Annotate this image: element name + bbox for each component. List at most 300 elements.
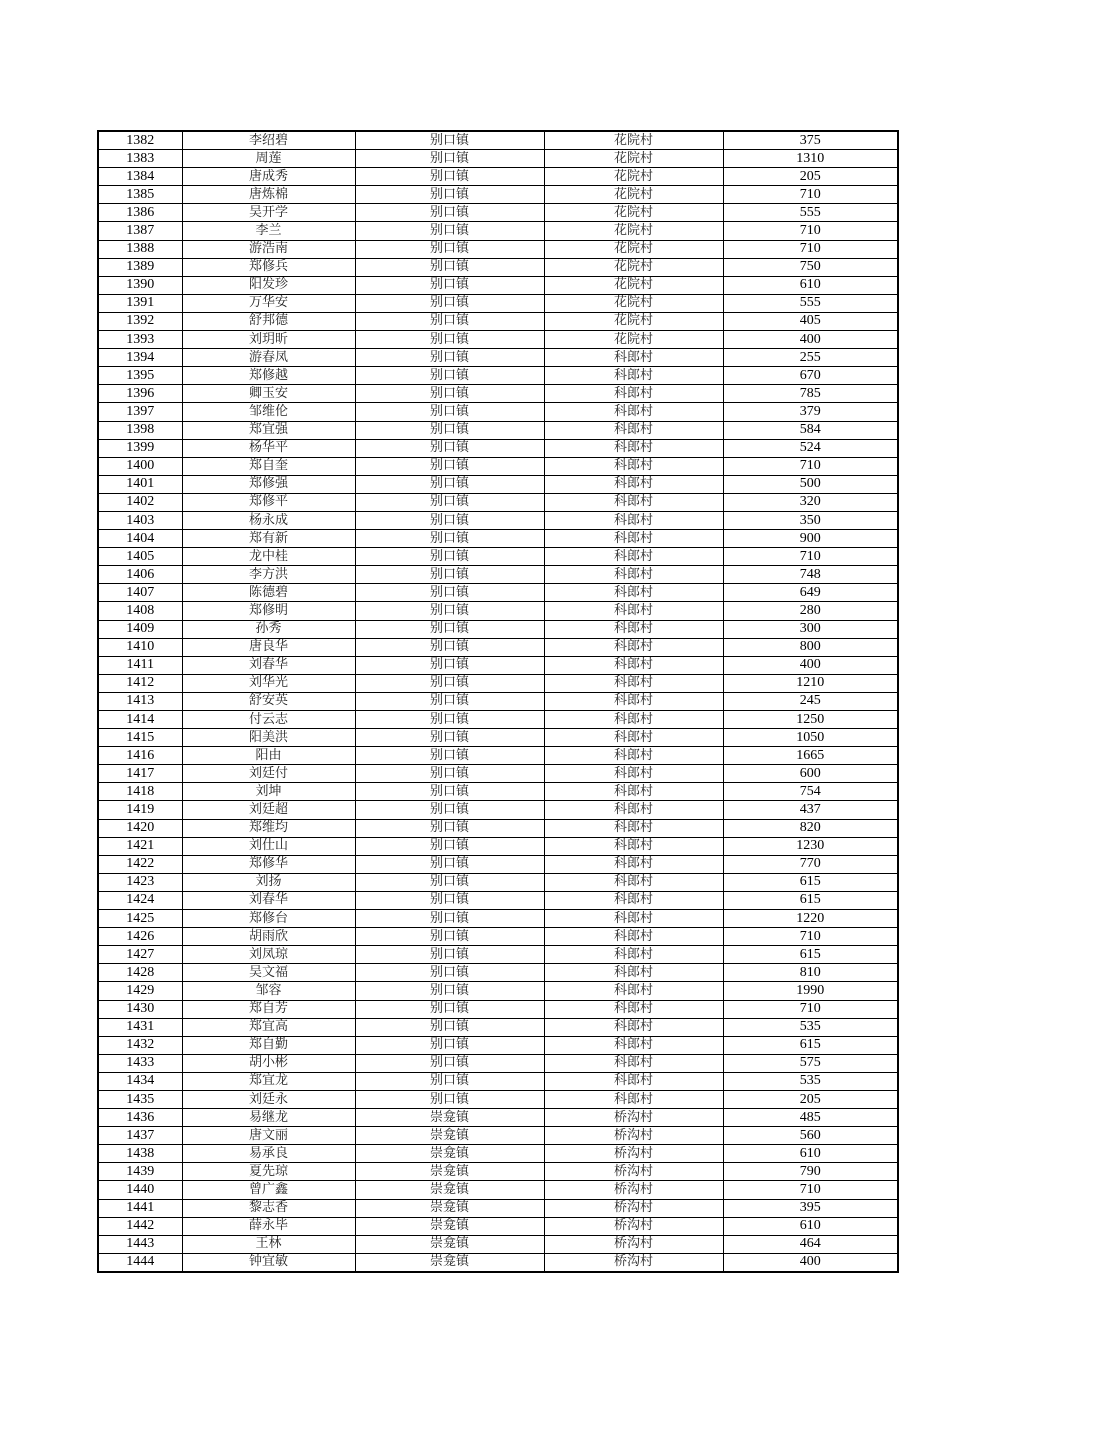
- town-cell: 别口镇: [355, 204, 544, 222]
- table-row: [98, 457, 898, 475]
- table-row: [98, 511, 898, 529]
- amount-cell: 255: [723, 349, 898, 367]
- name-cell: 吴开学: [182, 204, 355, 222]
- row-number-cell: 1407: [98, 584, 182, 602]
- amount-cell: 615: [723, 946, 898, 964]
- town-cell: 别口镇: [355, 457, 544, 475]
- name-cell: 刘廷付: [182, 765, 355, 783]
- amount-cell: 1990: [723, 982, 898, 1000]
- amount-cell: 615: [723, 873, 898, 891]
- name-cell: 邹维伦: [182, 403, 355, 421]
- row-number-cell: 1409: [98, 620, 182, 638]
- name-cell: 唐文丽: [182, 1127, 355, 1145]
- name-cell: 邹容: [182, 982, 355, 1000]
- row-number-cell: 1421: [98, 837, 182, 855]
- name-cell: 郑宜龙: [182, 1072, 355, 1090]
- village-cell: 科郎村: [544, 475, 723, 493]
- amount-cell: 615: [723, 1036, 898, 1054]
- row-number-cell: 1436: [98, 1109, 182, 1127]
- row-number-cell: 1417: [98, 765, 182, 783]
- amount-cell: 555: [723, 204, 898, 222]
- village-cell: 科郎村: [544, 620, 723, 638]
- amount-cell: 400: [723, 1253, 898, 1272]
- village-cell: 花院村: [544, 258, 723, 276]
- town-cell: 崇龛镇: [355, 1163, 544, 1181]
- town-cell: 别口镇: [355, 855, 544, 873]
- table-row: [98, 602, 898, 620]
- table-row: [98, 1090, 898, 1108]
- name-cell: 郑宜强: [182, 421, 355, 439]
- town-cell: 别口镇: [355, 511, 544, 529]
- village-cell: 科郎村: [544, 711, 723, 729]
- amount-cell: 670: [723, 367, 898, 385]
- table-row: [98, 150, 898, 168]
- village-cell: 科郎村: [544, 493, 723, 511]
- name-cell: 李兰: [182, 222, 355, 240]
- table-row: [98, 1145, 898, 1163]
- name-cell: 郑修强: [182, 475, 355, 493]
- village-cell: 科郎村: [544, 855, 723, 873]
- table-row: [98, 222, 898, 240]
- row-number-cell: 1414: [98, 711, 182, 729]
- village-cell: 花院村: [544, 150, 723, 168]
- table-row: [98, 891, 898, 909]
- village-cell: 花院村: [544, 331, 723, 349]
- village-cell: 桥沟村: [544, 1163, 723, 1181]
- row-number-cell: 1397: [98, 403, 182, 421]
- row-number-cell: 1440: [98, 1181, 182, 1199]
- village-cell: 桥沟村: [544, 1145, 723, 1163]
- town-cell: 别口镇: [355, 620, 544, 638]
- name-cell: 唐成秀: [182, 168, 355, 186]
- row-number-cell: 1425: [98, 910, 182, 928]
- village-cell: 科郎村: [544, 367, 723, 385]
- amount-cell: 710: [723, 928, 898, 946]
- name-cell: 郑自芳: [182, 1000, 355, 1018]
- amount-cell: 575: [723, 1054, 898, 1072]
- name-cell: 易承良: [182, 1145, 355, 1163]
- name-cell: 郑修平: [182, 493, 355, 511]
- town-cell: 别口镇: [355, 276, 544, 294]
- table-row: [98, 331, 898, 349]
- name-cell: 阳发珍: [182, 276, 355, 294]
- village-cell: 科郎村: [544, 729, 723, 747]
- amount-cell: 750: [723, 258, 898, 276]
- town-cell: 别口镇: [355, 783, 544, 801]
- amount-cell: 1230: [723, 837, 898, 855]
- table-row: [98, 674, 898, 692]
- name-cell: 郑自勤: [182, 1036, 355, 1054]
- village-cell: 科郎村: [544, 1090, 723, 1108]
- town-cell: 别口镇: [355, 964, 544, 982]
- table-row: [98, 910, 898, 928]
- village-cell: 科郎村: [544, 457, 723, 475]
- table-row: [98, 1127, 898, 1145]
- village-cell: 花院村: [544, 294, 723, 312]
- amount-cell: 900: [723, 530, 898, 548]
- table-row: [98, 638, 898, 656]
- village-cell: 花院村: [544, 186, 723, 204]
- table-row: [98, 439, 898, 457]
- row-number-cell: 1410: [98, 638, 182, 656]
- village-cell: 科郎村: [544, 385, 723, 403]
- row-number-cell: 1429: [98, 982, 182, 1000]
- name-cell: 刘扬: [182, 873, 355, 891]
- amount-cell: 790: [723, 1163, 898, 1181]
- amount-cell: 400: [723, 331, 898, 349]
- town-cell: 别口镇: [355, 656, 544, 674]
- name-cell: 万华安: [182, 294, 355, 312]
- town-cell: 别口镇: [355, 891, 544, 909]
- village-cell: 科郎村: [544, 765, 723, 783]
- row-number-cell: 1399: [98, 439, 182, 457]
- row-number-cell: 1384: [98, 168, 182, 186]
- table-row: [98, 1253, 898, 1272]
- town-cell: 别口镇: [355, 910, 544, 928]
- row-number-cell: 1393: [98, 331, 182, 349]
- town-cell: 别口镇: [355, 312, 544, 330]
- amount-cell: 600: [723, 765, 898, 783]
- row-number-cell: 1400: [98, 457, 182, 475]
- town-cell: 别口镇: [355, 548, 544, 566]
- amount-cell: 1665: [723, 747, 898, 765]
- town-cell: 崇龛镇: [355, 1235, 544, 1253]
- village-cell: 花院村: [544, 222, 723, 240]
- amount-cell: 485: [723, 1109, 898, 1127]
- amount-cell: 560: [723, 1127, 898, 1145]
- name-cell: 舒邦德: [182, 312, 355, 330]
- row-number-cell: 1434: [98, 1072, 182, 1090]
- town-cell: 别口镇: [355, 1090, 544, 1108]
- row-number-cell: 1423: [98, 873, 182, 891]
- amount-cell: 464: [723, 1235, 898, 1253]
- row-number-cell: 1432: [98, 1036, 182, 1054]
- village-cell: 科郎村: [544, 511, 723, 529]
- town-cell: 别口镇: [355, 168, 544, 186]
- name-cell: 唐炼棉: [182, 186, 355, 204]
- amount-cell: 754: [723, 783, 898, 801]
- village-cell: 科郎村: [544, 349, 723, 367]
- town-cell: 别口镇: [355, 258, 544, 276]
- village-cell: 科郎村: [544, 584, 723, 602]
- name-cell: 游春凤: [182, 349, 355, 367]
- name-cell: 薛永毕: [182, 1217, 355, 1235]
- name-cell: 刘春华: [182, 891, 355, 909]
- amount-cell: 500: [723, 475, 898, 493]
- village-cell: 科郎村: [544, 891, 723, 909]
- row-number-cell: 1411: [98, 656, 182, 674]
- table-row: [98, 204, 898, 222]
- village-cell: 科郎村: [544, 638, 723, 656]
- village-cell: 桥沟村: [544, 1253, 723, 1272]
- name-cell: 舒安英: [182, 692, 355, 710]
- row-number-cell: 1395: [98, 367, 182, 385]
- table-row: [98, 548, 898, 566]
- row-number-cell: 1431: [98, 1018, 182, 1036]
- table-row: [98, 620, 898, 638]
- row-number-cell: 1420: [98, 819, 182, 837]
- table-row: [98, 1054, 898, 1072]
- village-cell: 科郎村: [544, 910, 723, 928]
- town-cell: 别口镇: [355, 1036, 544, 1054]
- name-cell: 夏先琼: [182, 1163, 355, 1181]
- row-number-cell: 1435: [98, 1090, 182, 1108]
- table-row: [98, 946, 898, 964]
- row-number-cell: 1438: [98, 1145, 182, 1163]
- town-cell: 别口镇: [355, 385, 544, 403]
- town-cell: 别口镇: [355, 729, 544, 747]
- table-row: [98, 1163, 898, 1181]
- table-row: [98, 783, 898, 801]
- village-cell: 科郎村: [544, 1036, 723, 1054]
- town-cell: 别口镇: [355, 367, 544, 385]
- town-cell: 别口镇: [355, 131, 544, 150]
- table-row: [98, 240, 898, 258]
- name-cell: 刘春华: [182, 656, 355, 674]
- amount-cell: 375: [723, 131, 898, 150]
- name-cell: 钟宜敏: [182, 1253, 355, 1272]
- row-number-cell: 1386: [98, 204, 182, 222]
- village-cell: 花院村: [544, 204, 723, 222]
- village-cell: 科郎村: [544, 656, 723, 674]
- table-row: [98, 656, 898, 674]
- table-row: [98, 1036, 898, 1054]
- town-cell: 别口镇: [355, 530, 544, 548]
- village-cell: 桥沟村: [544, 1127, 723, 1145]
- amount-cell: 1250: [723, 711, 898, 729]
- table-row: [98, 403, 898, 421]
- town-cell: 别口镇: [355, 765, 544, 783]
- row-number-cell: 1412: [98, 674, 182, 692]
- table-row: [98, 1000, 898, 1018]
- name-cell: 胡小彬: [182, 1054, 355, 1072]
- amount-cell: 710: [723, 222, 898, 240]
- town-cell: 别口镇: [355, 240, 544, 258]
- row-number-cell: 1391: [98, 294, 182, 312]
- town-cell: 别口镇: [355, 331, 544, 349]
- village-cell: 科郎村: [544, 439, 723, 457]
- amount-cell: 710: [723, 1181, 898, 1199]
- table-row: [98, 1109, 898, 1127]
- town-cell: 别口镇: [355, 584, 544, 602]
- table-row: [98, 1181, 898, 1199]
- town-cell: 别口镇: [355, 674, 544, 692]
- town-cell: 别口镇: [355, 837, 544, 855]
- name-cell: 曾广鑫: [182, 1181, 355, 1199]
- name-cell: 刘廷超: [182, 801, 355, 819]
- row-number-cell: 1442: [98, 1217, 182, 1235]
- amount-cell: 437: [723, 801, 898, 819]
- row-number-cell: 1416: [98, 747, 182, 765]
- row-number-cell: 1396: [98, 385, 182, 403]
- town-cell: 别口镇: [355, 186, 544, 204]
- name-cell: 唐良华: [182, 638, 355, 656]
- town-cell: 别口镇: [355, 421, 544, 439]
- village-cell: 科郎村: [544, 819, 723, 837]
- village-cell: 桥沟村: [544, 1217, 723, 1235]
- amount-cell: 710: [723, 186, 898, 204]
- amount-cell: 400: [723, 656, 898, 674]
- village-cell: 科郎村: [544, 566, 723, 584]
- town-cell: 别口镇: [355, 349, 544, 367]
- table-row: [98, 493, 898, 511]
- town-cell: 别口镇: [355, 602, 544, 620]
- village-cell: 科郎村: [544, 873, 723, 891]
- amount-cell: 280: [723, 602, 898, 620]
- table-row: [98, 1235, 898, 1253]
- amount-cell: 710: [723, 548, 898, 566]
- table-row: [98, 367, 898, 385]
- row-number-cell: 1415: [98, 729, 182, 747]
- table-row: [98, 131, 898, 150]
- town-cell: 别口镇: [355, 1000, 544, 1018]
- table-row: [98, 855, 898, 873]
- amount-cell: 610: [723, 1145, 898, 1163]
- name-cell: 郑自奎: [182, 457, 355, 475]
- row-number-cell: 1443: [98, 1235, 182, 1253]
- table-row: [98, 964, 898, 982]
- town-cell: 别口镇: [355, 493, 544, 511]
- town-cell: 别口镇: [355, 711, 544, 729]
- row-number-cell: 1402: [98, 493, 182, 511]
- table-row: [98, 747, 898, 765]
- amount-cell: 1050: [723, 729, 898, 747]
- row-number-cell: 1419: [98, 801, 182, 819]
- town-cell: 别口镇: [355, 566, 544, 584]
- name-cell: 郑宜高: [182, 1018, 355, 1036]
- village-cell: 科郎村: [544, 964, 723, 982]
- table-row: [98, 711, 898, 729]
- name-cell: 阳由: [182, 747, 355, 765]
- town-cell: 别口镇: [355, 439, 544, 457]
- row-number-cell: 1401: [98, 475, 182, 493]
- name-cell: 刘仕山: [182, 837, 355, 855]
- row-number-cell: 1383: [98, 150, 182, 168]
- row-number-cell: 1427: [98, 946, 182, 964]
- amount-cell: 1310: [723, 150, 898, 168]
- village-cell: 花院村: [544, 240, 723, 258]
- table-row: [98, 168, 898, 186]
- village-cell: 科郎村: [544, 837, 723, 855]
- table-row: [98, 186, 898, 204]
- amount-cell: 820: [723, 819, 898, 837]
- amount-cell: 535: [723, 1018, 898, 1036]
- name-cell: 游浩南: [182, 240, 355, 258]
- amount-cell: 379: [723, 403, 898, 421]
- amount-cell: 584: [723, 421, 898, 439]
- town-cell: 崇龛镇: [355, 1181, 544, 1199]
- town-cell: 别口镇: [355, 819, 544, 837]
- table-row: [98, 1072, 898, 1090]
- village-cell: 科郎村: [544, 1072, 723, 1090]
- name-cell: 阳美洪: [182, 729, 355, 747]
- row-number-cell: 1398: [98, 421, 182, 439]
- name-cell: 龙中桂: [182, 548, 355, 566]
- village-cell: 科郎村: [544, 602, 723, 620]
- amount-cell: 615: [723, 891, 898, 909]
- name-cell: 郑修台: [182, 910, 355, 928]
- town-cell: 别口镇: [355, 928, 544, 946]
- row-number-cell: 1403: [98, 511, 182, 529]
- row-number-cell: 1426: [98, 928, 182, 946]
- row-number-cell: 1404: [98, 530, 182, 548]
- table-row: [98, 258, 898, 276]
- table-row: [98, 873, 898, 891]
- row-number-cell: 1430: [98, 1000, 182, 1018]
- name-cell: 陈德碧: [182, 584, 355, 602]
- name-cell: 刘玥昕: [182, 331, 355, 349]
- town-cell: 崇龛镇: [355, 1217, 544, 1235]
- row-number-cell: 1406: [98, 566, 182, 584]
- town-cell: 别口镇: [355, 747, 544, 765]
- village-cell: 科郎村: [544, 783, 723, 801]
- table-row: [98, 928, 898, 946]
- amount-cell: 610: [723, 276, 898, 294]
- name-cell: 刘坤: [182, 783, 355, 801]
- town-cell: 别口镇: [355, 222, 544, 240]
- amount-cell: 405: [723, 312, 898, 330]
- table-row: [98, 421, 898, 439]
- town-cell: 别口镇: [355, 1072, 544, 1090]
- name-cell: 郑修兵: [182, 258, 355, 276]
- village-cell: 科郎村: [544, 1018, 723, 1036]
- name-cell: 孙秀: [182, 620, 355, 638]
- village-cell: 科郎村: [544, 403, 723, 421]
- table-row: [98, 729, 898, 747]
- village-cell: 花院村: [544, 168, 723, 186]
- table-row: [98, 276, 898, 294]
- table-row: [98, 1018, 898, 1036]
- name-cell: 黎志香: [182, 1199, 355, 1217]
- data-table: [97, 130, 899, 1273]
- village-cell: 桥沟村: [544, 1181, 723, 1199]
- town-cell: 崇龛镇: [355, 1199, 544, 1217]
- village-cell: 科郎村: [544, 946, 723, 964]
- name-cell: 郑修华: [182, 855, 355, 873]
- village-cell: 桥沟村: [544, 1109, 723, 1127]
- name-cell: 杨华平: [182, 439, 355, 457]
- amount-cell: 320: [723, 493, 898, 511]
- name-cell: 周莲: [182, 150, 355, 168]
- row-number-cell: 1428: [98, 964, 182, 982]
- name-cell: 易继龙: [182, 1109, 355, 1127]
- name-cell: 付云志: [182, 711, 355, 729]
- town-cell: 别口镇: [355, 294, 544, 312]
- village-cell: 科郎村: [544, 928, 723, 946]
- amount-cell: 205: [723, 168, 898, 186]
- amount-cell: 810: [723, 964, 898, 982]
- town-cell: 别口镇: [355, 873, 544, 891]
- row-number-cell: 1439: [98, 1163, 182, 1181]
- town-cell: 崇龛镇: [355, 1109, 544, 1127]
- village-cell: 科郎村: [544, 674, 723, 692]
- village-cell: 科郎村: [544, 421, 723, 439]
- village-cell: 桥沟村: [544, 1235, 723, 1253]
- row-number-cell: 1408: [98, 602, 182, 620]
- village-cell: 花院村: [544, 131, 723, 150]
- amount-cell: 205: [723, 1090, 898, 1108]
- amount-cell: 395: [723, 1199, 898, 1217]
- town-cell: 别口镇: [355, 1018, 544, 1036]
- row-number-cell: 1433: [98, 1054, 182, 1072]
- name-cell: 郑修明: [182, 602, 355, 620]
- name-cell: 王林: [182, 1235, 355, 1253]
- village-cell: 科郎村: [544, 747, 723, 765]
- row-number-cell: 1382: [98, 131, 182, 150]
- table-body: [98, 131, 898, 1272]
- town-cell: 别口镇: [355, 403, 544, 421]
- amount-cell: 1210: [723, 674, 898, 692]
